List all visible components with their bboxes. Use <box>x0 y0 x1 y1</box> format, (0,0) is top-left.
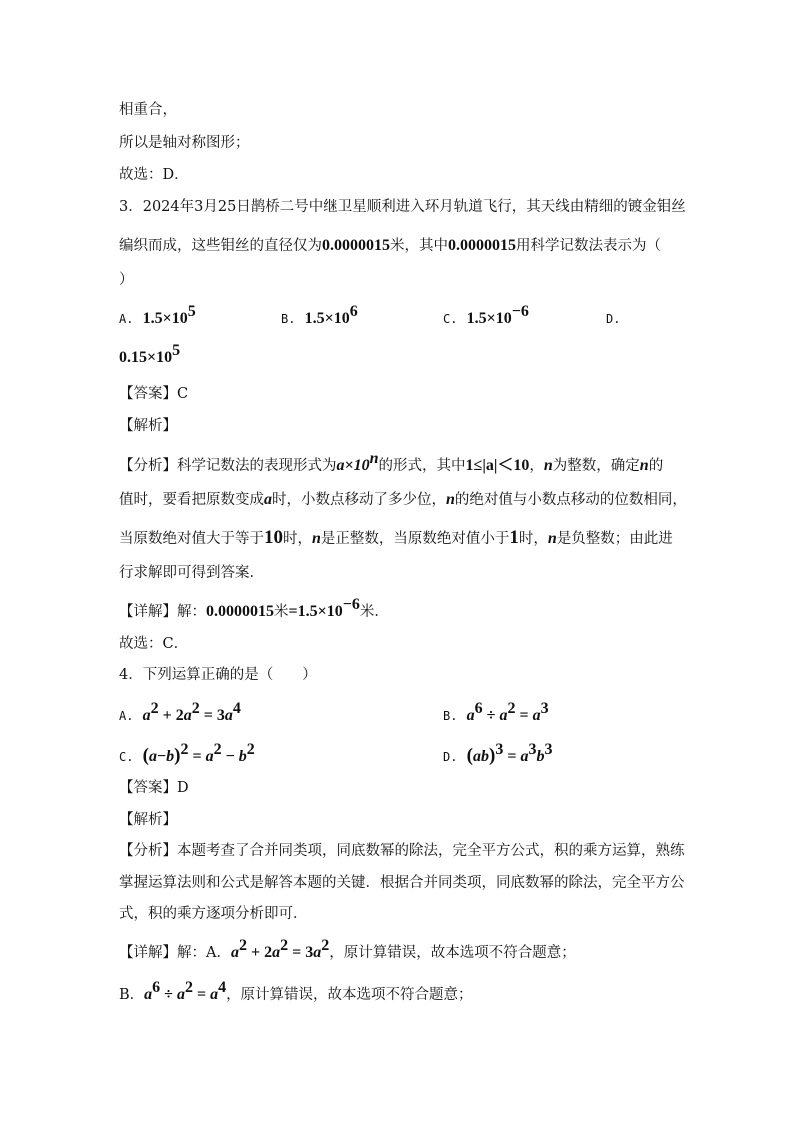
option-d: D. $(ab)^3 = a^3b^3$ <box>443 741 553 766</box>
text-line: 故选：C． <box>119 636 189 652</box>
math-exponent: 6 <box>349 303 358 320</box>
analysis-heading: 【解析】 <box>119 418 177 434</box>
text-span: 米． <box>359 604 389 620</box>
text-line: 故选：D． <box>119 167 189 183</box>
option-label: D. <box>443 750 458 764</box>
option-a <box>119 303 196 329</box>
option-label: D. <box>606 312 621 326</box>
analysis-line: 掌握运算法则和公式是解答本题的关键．根据合并同类项，同底数幂的除法，完全平方公 <box>119 875 685 891</box>
text-span: B． <box>119 987 145 1003</box>
text-span: 编织而成，这些钼丝的直径仅为 <box>119 238 322 254</box>
option-a: A. $a^2 + 2a^2 = 3a^4$ <box>119 700 241 724</box>
math-variable: n <box>446 491 455 508</box>
analysis-line <box>119 450 664 476</box>
option-c: C. $(a-b)^2 = a^2 - b^2$ <box>119 741 255 766</box>
math-variable: a <box>264 491 272 508</box>
text-span: 当原数绝对值大于等于 <box>119 531 264 547</box>
analysis-line <box>119 490 687 510</box>
option-label: B. <box>443 709 458 723</box>
text-span: 时，小数点移动了多少位， <box>272 492 446 508</box>
text-span: 【详解】解： <box>119 604 206 620</box>
text-span: 米 <box>274 604 289 620</box>
text-span: 时， <box>518 531 548 547</box>
math-exponent: n <box>369 450 379 467</box>
math-variable: n <box>547 530 557 547</box>
analysis-line: 行求解即可得到答案． <box>119 565 264 581</box>
option-d-label <box>606 309 620 329</box>
option-label: C. <box>119 750 134 764</box>
math-expression: =1.5×10 <box>288 603 343 620</box>
math-expression: 1≤|a|＜10 <box>465 457 530 474</box>
question-4-stem: 4．下列运算正确的是（ ） <box>119 667 317 683</box>
math-expression: 1.5×10 <box>304 310 350 327</box>
text-span: 的 <box>648 458 664 474</box>
math-variable: n <box>543 457 553 474</box>
math-expression: 0.15×10 <box>119 349 173 366</box>
math-number: 1 <box>509 527 519 548</box>
math-exponent: −6 <box>511 303 529 320</box>
math-variable: n <box>639 457 649 474</box>
detail-line <box>119 596 389 622</box>
text-span: ， <box>529 458 544 474</box>
text-span: 是负整数；由此进 <box>556 531 673 547</box>
text-span: 时， <box>283 531 312 547</box>
analysis-line: 式，积的乘方逐项分析即可． <box>119 906 308 922</box>
text-span: ，原计算错误，故本选项不符合题意； <box>329 945 576 961</box>
analysis-line: 【分析】本题考查了合并同类项，同底数幂的除法，完全平方公式，积的乘方运算，熟练 <box>119 843 685 859</box>
text-line: 相重合， <box>119 102 177 118</box>
text-span: 值时，要看把原数变成 <box>119 492 264 508</box>
option-c <box>443 303 529 329</box>
option-b: B. $a^6 \div a^2 = a^3$ <box>443 700 549 724</box>
option-b <box>281 303 358 329</box>
text-span: ，原计算错误，故本选项不符合题意； <box>226 987 473 1003</box>
math-exponent: 5 <box>187 303 196 320</box>
text-span: 是正整数，当原数绝对值小于 <box>320 531 510 547</box>
math-number: 0.0000015 <box>206 603 274 620</box>
math-number: 0.0000015 <box>322 237 390 254</box>
option-label: A. <box>119 709 134 723</box>
option-d <box>119 342 181 368</box>
math-number: 0.0000015 <box>448 237 516 254</box>
option-label: A. <box>119 312 134 326</box>
answer-line: 【答案】D <box>119 780 189 796</box>
text-span: 的绝对值与小数点移动的位数相同， <box>454 492 687 508</box>
text-span: 米，其中 <box>390 238 448 254</box>
text-span: 的形式，其中 <box>378 458 466 474</box>
question-3-stem-line2 <box>119 236 661 256</box>
analysis-line <box>119 528 673 549</box>
text-span: 【详解】解：A． <box>119 945 231 961</box>
answer-line: 【答案】C <box>119 386 189 402</box>
analysis-heading: 【解析】 <box>119 812 177 828</box>
math-variable: n <box>312 530 321 547</box>
math-expression: 1.5×10 <box>142 310 188 327</box>
text-span: 为整数，确定 <box>552 458 640 474</box>
option-label: B. <box>281 312 296 326</box>
detail-line: 【详解】解：A．$a^2 + 2a^2 = 3a^2$，原计算错误，故本选项不符合题意； <box>119 937 576 961</box>
text-line: ） <box>119 272 134 288</box>
math-exponent: 5 <box>172 342 181 359</box>
math-exponent: −6 <box>342 596 360 613</box>
math-expression: a×10 <box>336 457 370 474</box>
question-3-stem: 3．2024年3月25日鹊桥二号中继卫星顺利进入环月轨道飞行，其天线由精细的镀金钼丝 <box>119 199 686 215</box>
text-span: 【分析】科学记数法的表现形式为 <box>119 458 337 474</box>
detail-line: B．$a^6 \div a^2 = a^4$，原计算错误，故本选项不符合题意； <box>119 979 473 1003</box>
math-expression: 1.5×10 <box>466 310 512 327</box>
text-line: 所以是轴对称图形； <box>119 135 250 151</box>
text-span: 用科学记数法表示为（ <box>516 238 661 254</box>
math-number: 10 <box>264 527 283 548</box>
option-label: C. <box>443 312 458 326</box>
